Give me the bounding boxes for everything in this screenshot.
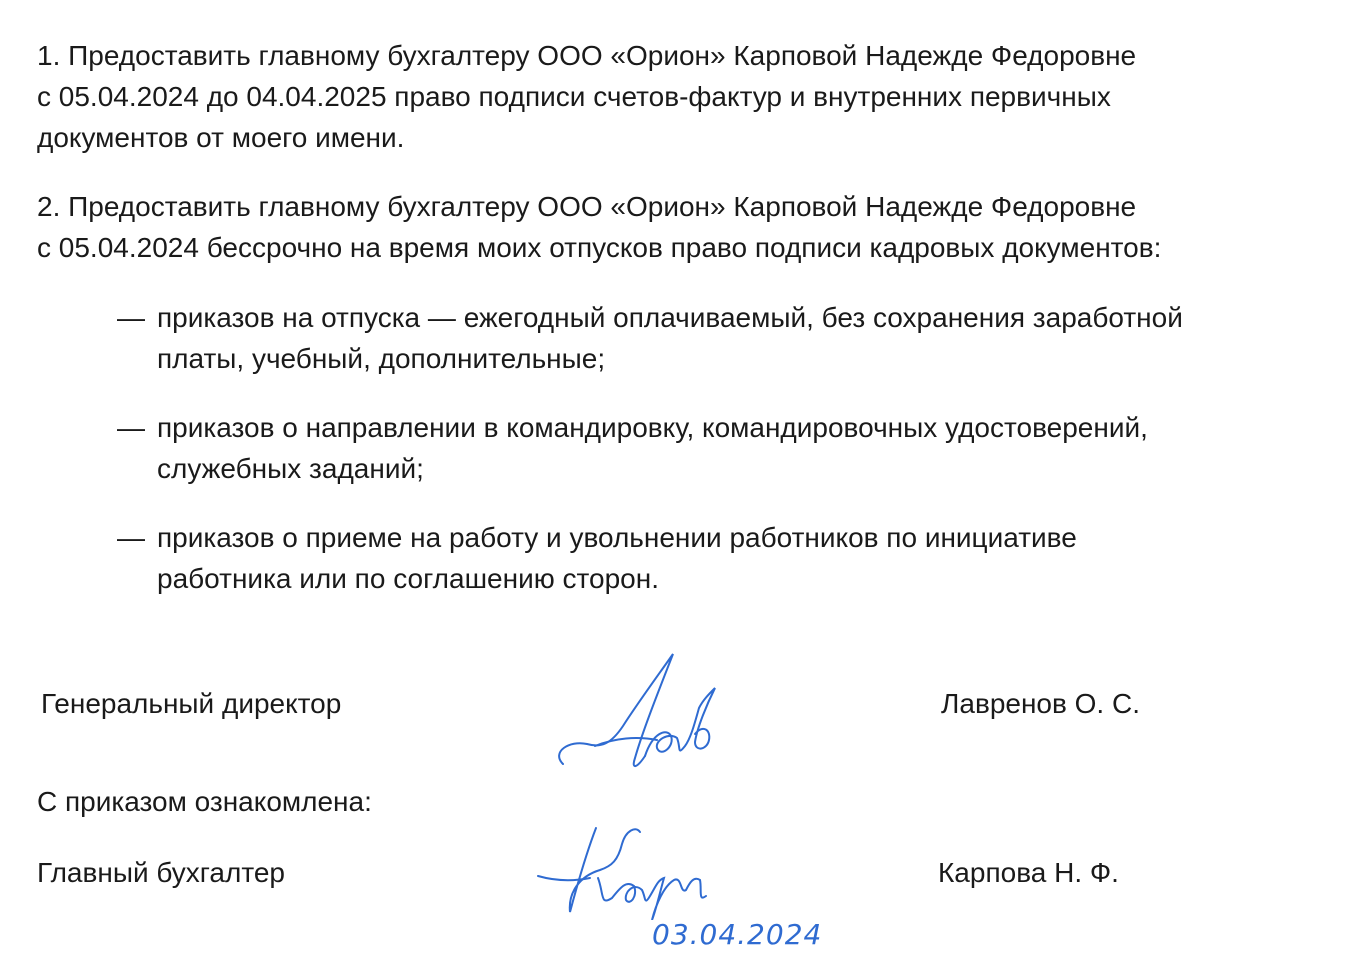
item-1-paragraph bbox=[37, 35, 1317, 158]
bullet-dash: — bbox=[117, 302, 145, 333]
bullet-line-2: работника или по соглашению сторон. bbox=[157, 563, 659, 594]
item-2-line-2: с 05.04.2024 бессрочно на время моих отпусков право подписи кадровых документов: bbox=[37, 232, 1162, 263]
bullet-line-1: приказов на отпуска — ежегодный оплачиваемый, без сохранения заработной bbox=[157, 302, 1183, 333]
bullet-line-2: служебных заданий; bbox=[157, 453, 424, 484]
bullet-vacation-orders bbox=[117, 297, 1317, 379]
accountant-name: Карпова Н. Ф. bbox=[938, 857, 1119, 888]
item-1-line-2: с 05.04.2024 до 04.04.2025 право подписи счетов-фактур и внутренних первичных bbox=[37, 81, 1111, 112]
item-1-line-1: 1. Предоставить главному бухгалтеру ООО «Орион» Карповой Надежде Федоровне bbox=[37, 40, 1137, 71]
bullet-line-2: платы, учебный, дополнительные; bbox=[157, 343, 606, 374]
acknowledgement-label: С приказом ознакомлена: bbox=[37, 786, 372, 817]
bullet-dash: — bbox=[117, 522, 145, 553]
bullet-business-trip-orders bbox=[117, 407, 1317, 489]
director-name: Лавренов О. С. bbox=[941, 688, 1140, 719]
accountant-signature-date: 03.04.2024 bbox=[652, 918, 823, 951]
item-2-line-1: 2. Предоставить главному бухгалтеру ООО «Орион» Карповой Надежде Федоровне bbox=[37, 191, 1137, 222]
accountant-signature bbox=[530, 820, 730, 920]
director-signature bbox=[545, 648, 735, 778]
bullet-dash: — bbox=[117, 412, 145, 443]
bullet-line-1: приказов о направлении в командировку, командировочных удостоверений, bbox=[157, 412, 1148, 443]
item-1-line-3: документов от моего имени. bbox=[37, 122, 405, 153]
bullet-hiring-dismissal-orders bbox=[117, 517, 1317, 599]
accountant-role: Главный бухгалтер bbox=[37, 857, 285, 888]
bullet-line-1: приказов о приеме на работу и увольнении работников по инициативе bbox=[157, 522, 1077, 553]
item-2-paragraph bbox=[37, 186, 1317, 268]
director-role: Генеральный директор bbox=[41, 688, 342, 719]
